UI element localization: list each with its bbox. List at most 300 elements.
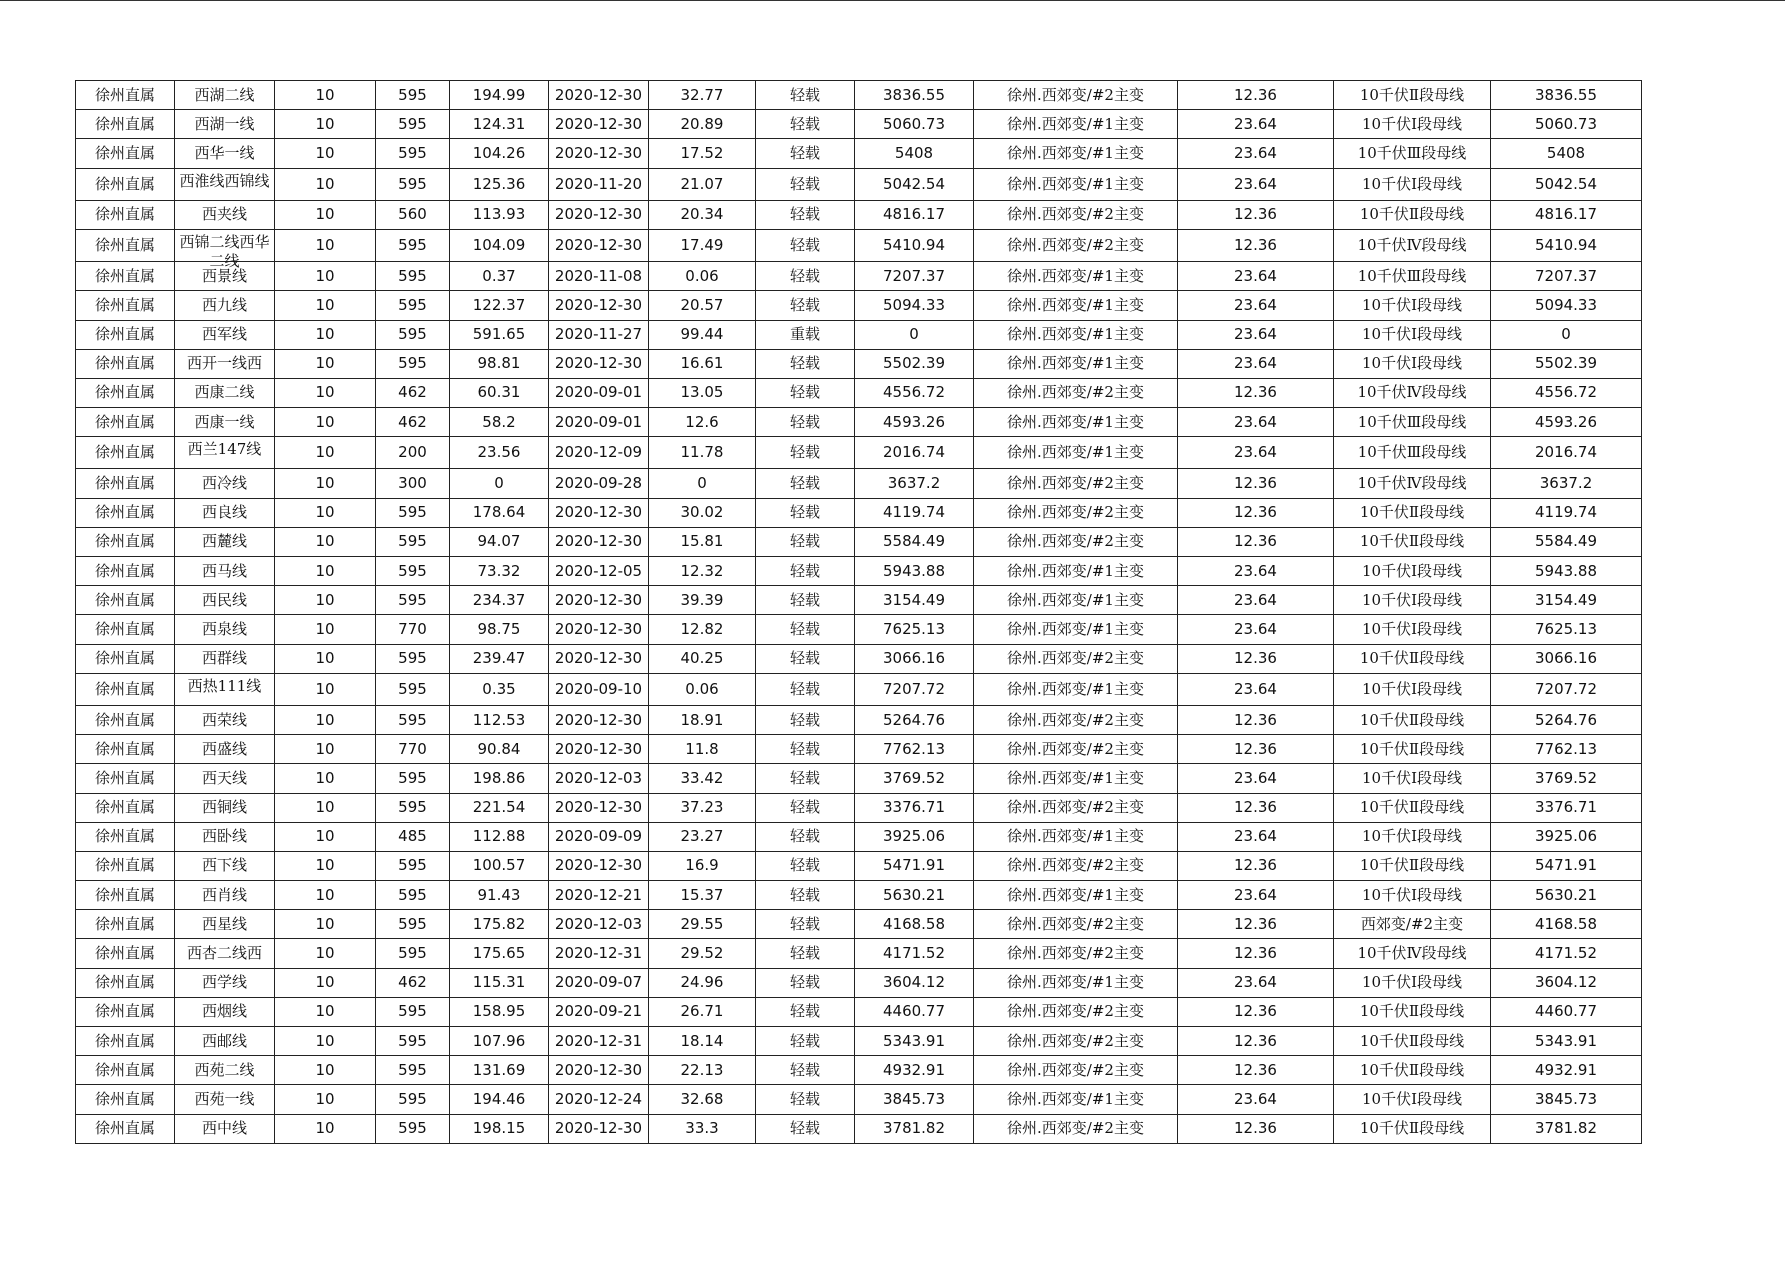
line-name-cell [175,168,275,200]
load-status-cell: 轻载 [756,229,855,261]
current-cell: 122.37 [450,291,549,320]
current-cell: 73.32 [450,557,549,586]
date-cell: 2020-12-30 [549,200,649,229]
load-status-cell: 轻载 [756,735,855,764]
line-name-cell: 西湖一线 [175,110,275,139]
feeder-load-table [75,80,1642,1144]
rated-current-cell: 462 [376,378,450,407]
current-cell: 175.82 [450,910,549,939]
load-status-cell: 轻载 [756,910,855,939]
date-cell: 2020-12-30 [549,615,649,644]
load-status-cell: 轻载 [756,110,855,139]
voltage-cell: 10 [275,968,376,997]
busbar-cell: 10千伏Ⅲ段母线 [1334,408,1491,437]
capacity-cell: 3066.16 [1491,644,1642,673]
voltage-cell: 10 [275,1114,376,1143]
busbar-cell: 10千伏Ⅱ段母线 [1334,997,1491,1026]
rated-current-cell: 595 [376,110,450,139]
available-capacity-cell: 3376.71 [855,793,974,822]
transformer-value-cell: 12.36 [1178,793,1334,822]
transformer-cell: 徐州.西郊变/#1主变 [974,615,1178,644]
busbar-cell: 10千伏Ⅰ段母线 [1334,586,1491,615]
table-row [76,822,1642,851]
rated-current-cell: 485 [376,822,450,851]
transformer-cell: 徐州.西郊变/#2主变 [974,1027,1178,1056]
busbar-cell: 西郊变/#2主变 [1334,910,1491,939]
table-row [76,939,1642,968]
date-cell: 2020-12-30 [549,498,649,527]
line-name-cell [175,673,275,705]
line-name-cell: 西星线 [175,910,275,939]
table-row [76,1027,1642,1056]
transformer-value-cell: 23.64 [1178,586,1334,615]
capacity-cell: 5264.76 [1491,705,1642,734]
voltage-cell: 10 [275,1085,376,1114]
capacity-cell: 5502.39 [1491,349,1642,378]
transformer-cell: 徐州.西郊变/#2主变 [974,939,1178,968]
available-capacity-cell: 5943.88 [855,557,974,586]
transformer-value-cell: 23.64 [1178,110,1334,139]
rated-current-cell: 595 [376,764,450,793]
capacity-cell: 4556.72 [1491,378,1642,407]
voltage-cell: 10 [275,673,376,705]
capacity-cell: 4932.91 [1491,1056,1642,1085]
busbar-cell: 10千伏Ⅰ段母线 [1334,557,1491,586]
unit-cell: 徐州直属 [76,997,175,1026]
table-row [76,1056,1642,1085]
available-capacity-cell: 3781.82 [855,1114,974,1143]
available-capacity-cell: 4168.58 [855,910,974,939]
busbar-cell: 10千伏Ⅲ段母线 [1334,262,1491,291]
busbar-cell: 10千伏Ⅰ段母线 [1334,822,1491,851]
load-status-cell: 轻载 [756,793,855,822]
available-capacity-cell: 0 [855,320,974,349]
current-cell: 194.99 [450,81,549,110]
busbar-cell: 10千伏Ⅰ段母线 [1334,881,1491,910]
available-capacity-cell: 5410.94 [855,229,974,261]
date-cell: 2020-12-31 [549,1027,649,1056]
load-rate-cell: 12.32 [649,557,756,586]
line-name-cell: 西民线 [175,586,275,615]
load-rate-cell: 12.6 [649,408,756,437]
line-name-cell: 西杏二线西 [175,939,275,968]
table-row [76,408,1642,437]
rated-current-cell: 595 [376,910,450,939]
line-name-cell: 西良线 [175,498,275,527]
unit-cell: 徐州直属 [76,910,175,939]
line-name-cell: 西群线 [175,644,275,673]
voltage-cell: 10 [275,644,376,673]
unit-cell: 徐州直属 [76,81,175,110]
rated-current-cell: 595 [376,997,450,1026]
date-cell: 2020-12-30 [549,735,649,764]
line-name-cell [175,229,275,270]
transformer-value-cell: 12.36 [1178,200,1334,229]
current-cell: 0 [450,469,549,498]
unit-cell: 徐州直属 [76,168,175,200]
rated-current-cell: 595 [376,673,450,705]
capacity-cell: 3769.52 [1491,764,1642,793]
capacity-cell: 7762.13 [1491,735,1642,764]
load-rate-cell: 20.89 [649,110,756,139]
rated-current-cell: 595 [376,881,450,910]
load-rate-cell: 21.07 [649,168,756,200]
available-capacity-cell: 4119.74 [855,498,974,527]
load-status-cell: 轻载 [756,168,855,200]
transformer-cell: 徐州.西郊变/#1主变 [974,291,1178,320]
capacity-cell: 0 [1491,320,1642,349]
table-row [76,1085,1642,1114]
transformer-value-cell: 23.64 [1178,881,1334,910]
transformer-cell: 徐州.西郊变/#2主变 [974,498,1178,527]
voltage-cell: 10 [275,586,376,615]
table-row [76,229,1642,261]
line-name-cell: 西康一线 [175,408,275,437]
available-capacity-cell: 7625.13 [855,615,974,644]
rated-current-cell: 200 [376,437,450,469]
current-cell: 178.64 [450,498,549,527]
busbar-cell: 10千伏Ⅱ段母线 [1334,735,1491,764]
transformer-value-cell: 23.64 [1178,673,1334,705]
current-cell: 131.69 [450,1056,549,1085]
table-row [76,320,1642,349]
unit-cell: 徐州直属 [76,881,175,910]
date-cell: 2020-12-30 [549,349,649,378]
capacity-cell: 5943.88 [1491,557,1642,586]
unit-cell: 徐州直属 [76,378,175,407]
voltage-cell: 10 [275,1056,376,1085]
date-cell: 2020-12-09 [549,437,649,469]
transformer-value-cell: 12.36 [1178,81,1334,110]
capacity-cell: 4593.26 [1491,408,1642,437]
date-cell: 2020-12-30 [549,229,649,261]
available-capacity-cell: 7762.13 [855,735,974,764]
rated-current-cell: 560 [376,200,450,229]
transformer-cell: 徐州.西郊变/#2主变 [974,200,1178,229]
rated-current-cell: 595 [376,557,450,586]
unit-cell: 徐州直属 [76,764,175,793]
unit-cell: 徐州直属 [76,822,175,851]
voltage-cell: 10 [275,110,376,139]
current-cell: 104.09 [450,229,549,261]
transformer-cell: 徐州.西郊变/#2主变 [974,229,1178,261]
busbar-cell: 10千伏Ⅰ段母线 [1334,673,1491,705]
busbar-cell: 10千伏Ⅱ段母线 [1334,851,1491,880]
transformer-value-cell: 12.36 [1178,527,1334,556]
unit-cell: 徐州直属 [76,320,175,349]
current-cell: 104.26 [450,139,549,168]
current-cell: 98.75 [450,615,549,644]
date-cell: 2020-12-03 [549,764,649,793]
current-cell: 221.54 [450,793,549,822]
rated-current-cell: 595 [376,1027,450,1056]
busbar-cell: 10千伏Ⅱ段母线 [1334,1056,1491,1085]
capacity-cell: 7207.37 [1491,262,1642,291]
line-name-cell [175,437,275,469]
voltage-cell: 10 [275,910,376,939]
current-cell: 94.07 [450,527,549,556]
line-name-cell: 西湖二线 [175,81,275,110]
transformer-value-cell: 12.36 [1178,644,1334,673]
unit-cell: 徐州直属 [76,229,175,261]
date-cell: 2020-09-01 [549,408,649,437]
capacity-cell: 5408 [1491,139,1642,168]
busbar-cell: 10千伏Ⅱ段母线 [1334,527,1491,556]
load-rate-cell: 39.39 [649,586,756,615]
available-capacity-cell: 5060.73 [855,110,974,139]
transformer-value-cell: 12.36 [1178,910,1334,939]
transformer-value-cell: 23.64 [1178,349,1334,378]
capacity-cell: 4119.74 [1491,498,1642,527]
capacity-cell: 4168.58 [1491,910,1642,939]
transformer-cell: 徐州.西郊变/#1主变 [974,586,1178,615]
rated-current-cell: 595 [376,586,450,615]
line-name-cell: 西邮线 [175,1027,275,1056]
load-status-cell: 轻载 [756,527,855,556]
rated-current-cell: 595 [376,1085,450,1114]
transformer-cell: 徐州.西郊变/#2主变 [974,705,1178,734]
transformer-value-cell: 12.36 [1178,1114,1334,1143]
table-row [76,200,1642,229]
transformer-value-cell: 23.64 [1178,615,1334,644]
available-capacity-cell: 5094.33 [855,291,974,320]
transformer-cell: 徐州.西郊变/#2主变 [974,851,1178,880]
current-cell: 175.65 [450,939,549,968]
line-name-cell: 西学线 [175,968,275,997]
capacity-cell: 5410.94 [1491,229,1642,261]
busbar-cell: 10千伏Ⅳ段母线 [1334,229,1491,261]
available-capacity-cell: 5343.91 [855,1027,974,1056]
transformer-value-cell: 23.64 [1178,320,1334,349]
capacity-cell: 5584.49 [1491,527,1642,556]
load-status-cell: 轻载 [756,997,855,1026]
voltage-cell: 10 [275,320,376,349]
date-cell: 2020-12-30 [549,705,649,734]
line-name-cell: 西麓线 [175,527,275,556]
unit-cell: 徐州直属 [76,939,175,968]
rated-current-cell: 595 [376,851,450,880]
date-cell: 2020-12-03 [549,910,649,939]
capacity-cell: 3836.55 [1491,81,1642,110]
table-row [76,262,1642,291]
current-cell: 112.53 [450,705,549,734]
rated-current-cell: 595 [376,81,450,110]
table-row [76,437,1642,469]
table-row [76,705,1642,734]
current-cell: 234.37 [450,586,549,615]
load-rate-cell: 11.78 [649,437,756,469]
table-row [76,168,1642,200]
load-rate-cell: 18.14 [649,1027,756,1056]
busbar-cell: 10千伏Ⅲ段母线 [1334,437,1491,469]
date-cell: 2020-12-30 [549,1056,649,1085]
load-status-cell: 轻载 [756,644,855,673]
available-capacity-cell: 5042.54 [855,168,974,200]
load-status-cell: 轻载 [756,200,855,229]
transformer-value-cell: 12.36 [1178,1056,1334,1085]
busbar-cell: 10千伏Ⅰ段母线 [1334,110,1491,139]
table-row [76,81,1642,110]
capacity-cell: 4460.77 [1491,997,1642,1026]
current-cell: 591.65 [450,320,549,349]
table-row [76,793,1642,822]
line-name-cell: 西天线 [175,764,275,793]
date-cell: 2020-09-28 [549,469,649,498]
capacity-cell: 2016.74 [1491,437,1642,469]
transformer-value-cell: 23.64 [1178,437,1334,469]
transformer-value-cell: 12.36 [1178,469,1334,498]
line-name-cell: 西铜线 [175,793,275,822]
unit-cell: 徐州直属 [76,200,175,229]
transformer-cell: 徐州.西郊变/#2主变 [974,644,1178,673]
load-status-cell: 轻载 [756,851,855,880]
transformer-value-cell: 12.36 [1178,997,1334,1026]
current-cell: 90.84 [450,735,549,764]
line-name-cell: 西九线 [175,291,275,320]
load-status-cell: 轻载 [756,881,855,910]
unit-cell: 徐州直属 [76,586,175,615]
transformer-value-cell: 12.36 [1178,229,1334,261]
transformer-cell: 徐州.西郊变/#1主变 [974,881,1178,910]
capacity-cell: 3925.06 [1491,822,1642,851]
date-cell: 2020-09-07 [549,968,649,997]
transformer-value-cell: 23.64 [1178,557,1334,586]
available-capacity-cell: 3769.52 [855,764,974,793]
available-capacity-cell: 3836.55 [855,81,974,110]
current-cell: 0.37 [450,262,549,291]
transformer-value-cell: 12.36 [1178,378,1334,407]
available-capacity-cell: 5408 [855,139,974,168]
capacity-cell: 3781.82 [1491,1114,1642,1143]
transformer-cell: 徐州.西郊变/#1主变 [974,408,1178,437]
load-rate-cell: 26.71 [649,997,756,1026]
rated-current-cell: 595 [376,1056,450,1085]
capacity-cell: 5094.33 [1491,291,1642,320]
load-rate-cell: 0.06 [649,262,756,291]
available-capacity-cell: 4932.91 [855,1056,974,1085]
date-cell: 2020-12-30 [549,139,649,168]
line-name-cell: 西荣线 [175,705,275,734]
unit-cell: 徐州直属 [76,437,175,469]
transformer-value-cell: 12.36 [1178,498,1334,527]
current-cell: 198.15 [450,1114,549,1143]
rated-current-cell: 595 [376,139,450,168]
transformer-value-cell: 12.36 [1178,705,1334,734]
load-rate-cell: 0.06 [649,673,756,705]
voltage-cell: 10 [275,349,376,378]
rated-current-cell: 770 [376,615,450,644]
line-name-cell: 西中线 [175,1114,275,1143]
line-name-cell: 西开一线西 [175,349,275,378]
transformer-cell: 徐州.西郊变/#2主变 [974,1114,1178,1143]
transformer-cell: 徐州.西郊变/#1主变 [974,1085,1178,1114]
current-cell: 112.88 [450,822,549,851]
table-row [76,110,1642,139]
unit-cell: 徐州直属 [76,469,175,498]
unit-cell: 徐州直属 [76,1085,175,1114]
date-cell: 2020-11-27 [549,320,649,349]
transformer-cell: 徐州.西郊变/#2主变 [974,378,1178,407]
table-row [76,349,1642,378]
transformer-cell: 徐州.西郊变/#2主变 [974,910,1178,939]
date-cell: 2020-12-30 [549,1114,649,1143]
voltage-cell: 10 [275,408,376,437]
table-row [76,764,1642,793]
voltage-cell: 10 [275,200,376,229]
table-row [76,527,1642,556]
busbar-cell: 10千伏Ⅱ段母线 [1334,705,1491,734]
load-rate-cell: 24.96 [649,968,756,997]
transformer-cell: 徐州.西郊变/#1主变 [974,168,1178,200]
rated-current-cell: 462 [376,408,450,437]
line-name-text: 西热111线 [187,676,262,695]
load-status-cell: 轻载 [756,349,855,378]
transformer-cell: 徐州.西郊变/#2主变 [974,793,1178,822]
current-cell: 100.57 [450,851,549,880]
load-rate-cell: 29.55 [649,910,756,939]
capacity-cell: 3604.12 [1491,968,1642,997]
transformer-cell: 徐州.西郊变/#2主变 [974,81,1178,110]
capacity-cell: 5630.21 [1491,881,1642,910]
load-rate-cell: 15.81 [649,527,756,556]
load-status-cell: 轻载 [756,437,855,469]
voltage-cell: 10 [275,81,376,110]
unit-cell: 徐州直属 [76,139,175,168]
current-cell: 198.86 [450,764,549,793]
busbar-cell: 10千伏Ⅱ段母线 [1334,1027,1491,1056]
available-capacity-cell: 3845.73 [855,1085,974,1114]
load-status-cell: 轻载 [756,673,855,705]
rated-current-cell: 300 [376,469,450,498]
date-cell: 2020-09-09 [549,822,649,851]
capacity-cell: 5471.91 [1491,851,1642,880]
unit-cell: 徐州直属 [76,557,175,586]
line-name-cell: 西盛线 [175,735,275,764]
available-capacity-cell: 2016.74 [855,437,974,469]
current-cell: 124.31 [450,110,549,139]
voltage-cell: 10 [275,527,376,556]
busbar-cell: 10千伏Ⅳ段母线 [1334,469,1491,498]
unit-cell: 徐州直属 [76,644,175,673]
date-cell: 2020-12-30 [549,851,649,880]
unit-cell: 徐州直属 [76,262,175,291]
load-rate-cell: 40.25 [649,644,756,673]
current-cell: 23.56 [450,437,549,469]
current-cell: 60.31 [450,378,549,407]
available-capacity-cell: 4171.52 [855,939,974,968]
current-cell: 91.43 [450,881,549,910]
transformer-value-cell: 23.64 [1178,764,1334,793]
unit-cell: 徐州直属 [76,705,175,734]
busbar-cell: 10千伏Ⅳ段母线 [1334,378,1491,407]
voltage-cell: 10 [275,262,376,291]
voltage-cell: 10 [275,822,376,851]
load-status-cell: 轻载 [756,939,855,968]
current-cell: 239.47 [450,644,549,673]
capacity-cell: 5060.73 [1491,110,1642,139]
load-status-cell: 轻载 [756,705,855,734]
busbar-cell: 10千伏Ⅰ段母线 [1334,764,1491,793]
voltage-cell: 10 [275,498,376,527]
unit-cell: 徐州直属 [76,735,175,764]
load-status-cell: 轻载 [756,408,855,437]
date-cell: 2020-12-30 [549,291,649,320]
line-name-cell: 西康二线 [175,378,275,407]
transformer-value-cell: 23.64 [1178,968,1334,997]
unit-cell: 徐州直属 [76,527,175,556]
load-rate-cell: 37.23 [649,793,756,822]
rated-current-cell: 595 [376,498,450,527]
